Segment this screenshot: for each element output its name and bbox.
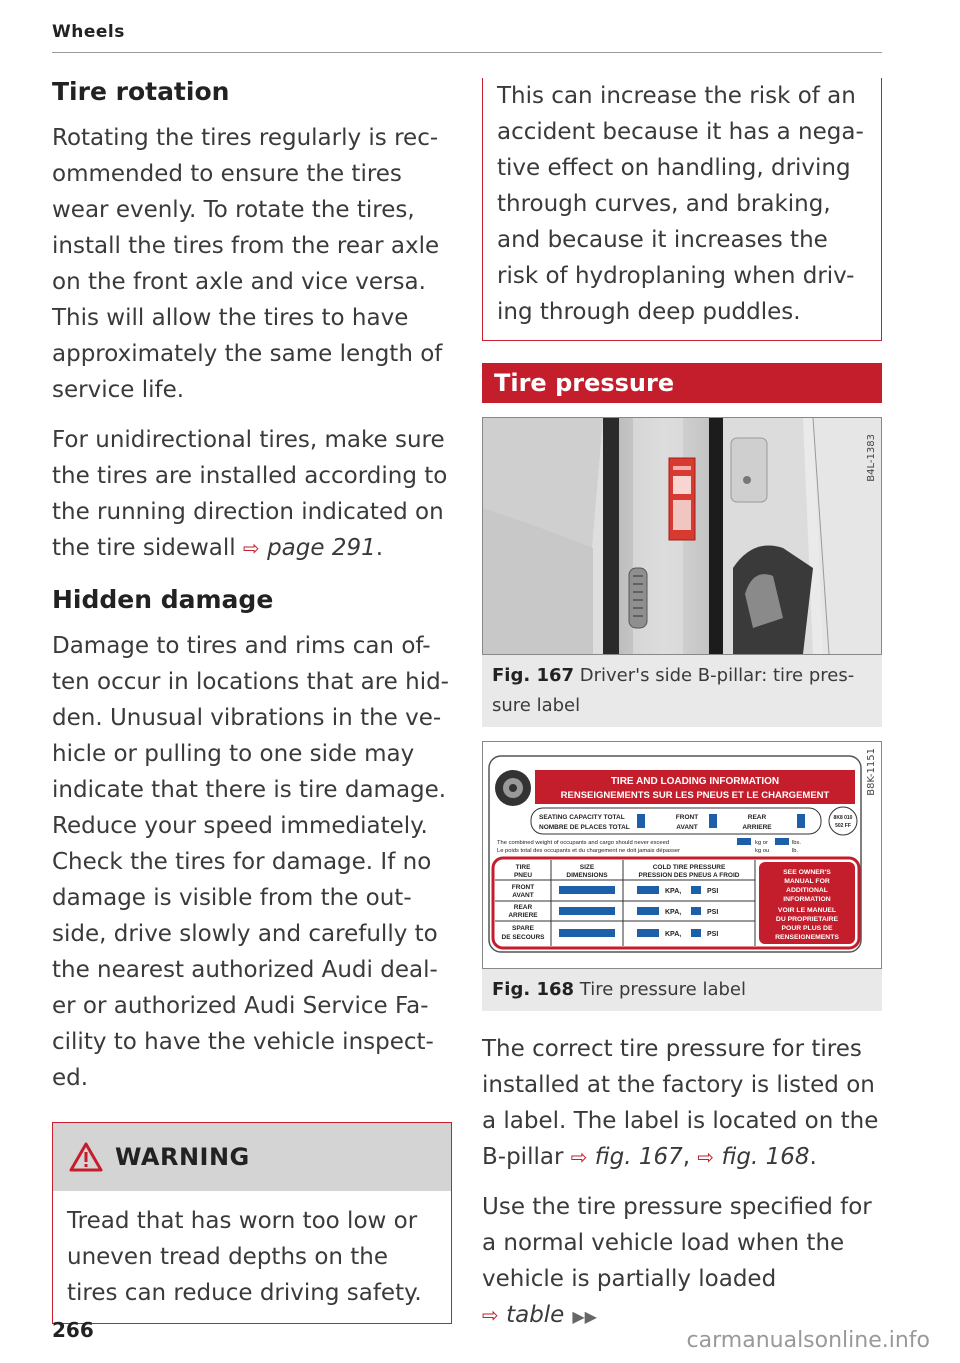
- seating-en: SEATING CAPACITY TOTAL: [539, 814, 625, 821]
- label-location-paragraph: [482, 1031, 882, 1175]
- b-pillar-illustration: [483, 418, 881, 654]
- psi-front: PSI: [707, 888, 719, 895]
- row-front-fr: AVANT: [512, 892, 534, 899]
- row-spare-fr: DE SECOURS: [501, 934, 545, 941]
- warning-box: [52, 1122, 452, 1324]
- row-rear-en: REAR: [513, 904, 533, 911]
- page-ref-link[interactable]: page 291: [267, 535, 376, 561]
- fig168-caption: [482, 969, 882, 1011]
- warning-header: [53, 1123, 451, 1191]
- fig168-number: Fig. 168: [492, 979, 575, 1000]
- owners-line-5: VOIR LE MANUEL: [777, 907, 837, 914]
- warning-text: Tread that has worn too low or uneven tread depths on the tires can reduce driving safety.: [67, 1208, 422, 1306]
- header-rule: [52, 52, 882, 53]
- label-code-2: 502 FF: [835, 823, 851, 829]
- row-spare-en: SPARE: [512, 925, 534, 932]
- fig167-code: B4L-1383: [866, 434, 877, 482]
- owners-line-8: RENSEIGNEMENTS: [775, 934, 839, 941]
- kpa-front: KPA,: [665, 888, 682, 895]
- unidirectional-text: For unidirectional tires, make sure the tires are installed according to the running direction indicated on the tire sidewall: [52, 427, 448, 561]
- fig168-ref-link[interactable]: fig. 168: [721, 1144, 810, 1170]
- tire-pressure-section-title: Tire pressure: [482, 363, 882, 403]
- watermark: carmanualsonline.info: [686, 1328, 930, 1353]
- combined-fr: Le poids total des occupants et du chargement ne doit jamais dépasser: [497, 848, 681, 854]
- rear-en: REAR: [747, 814, 767, 821]
- kg-or: kg or: [755, 840, 768, 846]
- label-title-fr: RENSEIGNEMENTS SUR LES PNEUS ET LE CHARGEMENT: [560, 790, 830, 801]
- row-front-en: FRONT: [511, 884, 535, 891]
- kpa-spare: KPA,: [665, 931, 682, 938]
- col-pression: PRESSION DES PNEUS A FROID: [638, 872, 740, 879]
- warning-body: [53, 1191, 451, 1323]
- psi-rear: PSI: [707, 909, 719, 916]
- lbs-unit: lbs.: [792, 840, 802, 846]
- owners-line-1: SEE OWNER'S: [783, 869, 831, 876]
- col-pneu: PNEU: [513, 872, 533, 879]
- col-tire: TIRE: [515, 864, 531, 871]
- tire-pressure-label-figure: [482, 741, 882, 969]
- b-pillar-photo: [482, 417, 882, 655]
- front-fr: AVANT: [676, 824, 698, 831]
- fig167-caption: [482, 655, 882, 727]
- seating-fr: NOMBRE DE PLACES TOTAL: [539, 824, 630, 831]
- section-header: Wheels: [52, 22, 125, 42]
- tire-label-illustration: [487, 754, 867, 954]
- ref-separator: ,: [682, 1144, 698, 1170]
- load-text: Use the tire pressure specified for a normal vehicle load when the vehicle is partially loaded: [482, 1194, 872, 1292]
- warning-title: WARNING: [115, 1143, 250, 1171]
- owners-line-4: INFORMATION: [783, 896, 831, 903]
- fig167-ref-link[interactable]: fig. 167: [594, 1144, 683, 1170]
- label-code-1: 8K8 010: [833, 815, 853, 821]
- fig168-caption-text: Tire pressure label: [579, 979, 747, 1000]
- hidden-damage-paragraph: Damage to tires and rims can of-ten occur in locations that are hid-den. Unusual vibrations in the ve-hicle or pulling to one side may indicate that there is tire damage. Reduce your speed immediately. Check the tires for damage. If no damage is visible from the out-side, drive slowly and carefully to the nearest authorized Audi deal-er or authorized Audi Service Fa-cility to have the vehicle inspect-ed.: [52, 633, 449, 1091]
- right-column: [482, 80, 882, 1335]
- warning-continuation-box: [482, 78, 882, 341]
- fig167-number: Fig. 167: [492, 665, 575, 686]
- rotation-paragraph: Rotating the tires regularly is rec-ommended to ensure the tires wear evenly. To rotate the tires, install the tires from the rear axle on the front axle and vice versa. This will allow the tires to have approximately the same length of service life.: [52, 125, 443, 403]
- unidirectional-paragraph: [52, 422, 452, 566]
- front-en: FRONT: [675, 814, 699, 821]
- lb-unit: lb.: [792, 848, 799, 854]
- row-rear-fr: ARRIERE: [508, 912, 538, 919]
- load-paragraph: [482, 1189, 882, 1335]
- warning-continuation-text: This can increase the risk of an accident because it has a nega-tive effect on handling, driving through curves, and braking, and because it increases the risk of hydroplaning when driv-ing through deep puddles.: [497, 83, 864, 325]
- page-number: 266: [52, 1318, 94, 1342]
- psi-spare: PSI: [707, 931, 719, 938]
- ref-arrow-icon: ⇨: [482, 1303, 499, 1327]
- hidden-damage-heading: Hidden damage: [52, 585, 274, 614]
- owners-line-6: DU PROPRIETAIRE: [775, 916, 839, 923]
- kg-ou: kg ou: [755, 848, 770, 854]
- warning-triangle-icon: [69, 1142, 103, 1172]
- period: .: [375, 535, 384, 561]
- table-ref-link[interactable]: table: [506, 1302, 565, 1328]
- left-column: [52, 72, 452, 1324]
- rear-fr: ARRIERE: [742, 824, 772, 831]
- rotation-heading: Tire rotation: [52, 77, 230, 106]
- continue-arrow-icon: ▶▶: [572, 1307, 597, 1326]
- label-location-text: The correct tire pressure for tires installed at the factory is listed on a label. The label is located on the B-pillar: [482, 1036, 879, 1170]
- period: .: [809, 1144, 817, 1170]
- ref-arrow-icon: ⇨: [570, 1145, 588, 1169]
- ref-arrow-icon: ⇨: [243, 536, 260, 560]
- combined-en: The combined weight of occupants and cargo should never exceed: [497, 840, 670, 846]
- fig167-caption-text: Driver's side B-pillar: tire pres-sure label: [492, 665, 855, 716]
- col-dimensions: DIMENSIONS: [566, 872, 608, 879]
- label-title-en: TIRE AND LOADING INFORMATION: [610, 776, 780, 787]
- col-cold-pressure: COLD TIRE PRESSURE: [652, 864, 726, 871]
- owners-line-7: POUR PLUS DE: [781, 925, 833, 932]
- owners-line-2: MANUAL FOR: [784, 878, 830, 885]
- fig168-code: B8K-1151: [866, 748, 877, 796]
- owners-line-3: ADDITIONAL: [786, 887, 828, 894]
- ref-arrow-icon: ⇨: [697, 1145, 715, 1169]
- kpa-rear: KPA,: [665, 909, 682, 916]
- col-size: SIZE: [579, 864, 595, 871]
